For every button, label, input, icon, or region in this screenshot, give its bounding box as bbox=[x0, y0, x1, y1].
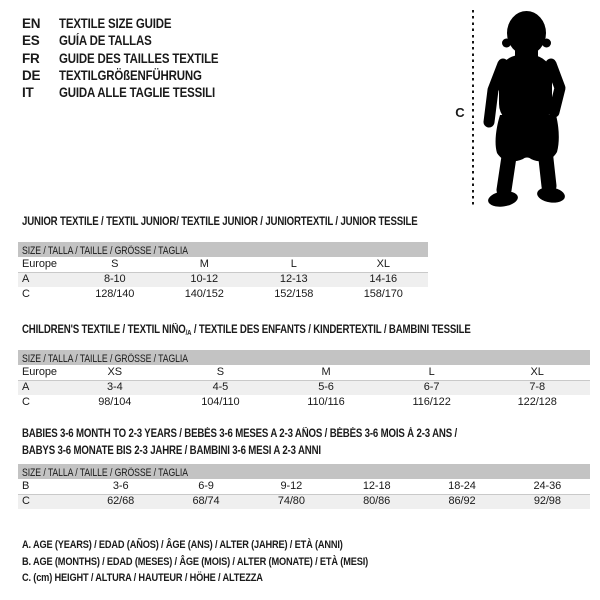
language-row-it bbox=[22, 84, 247, 101]
table-row-age-months bbox=[18, 479, 590, 494]
language-code: FR bbox=[22, 50, 40, 66]
size-cell: L bbox=[290, 258, 297, 270]
footnotes bbox=[22, 537, 434, 587]
footnote-b: B. AGE (MONTHS) / EDAD (MESES) / ÂGE (MOIS) / ALTER (MONATE) / ETÀ (MESI) bbox=[22, 555, 369, 568]
table-row-height bbox=[18, 494, 590, 509]
size-cell: XL bbox=[530, 366, 544, 378]
language-code: IT bbox=[22, 85, 34, 101]
table-row-age bbox=[18, 380, 590, 395]
language-row-fr bbox=[22, 50, 247, 67]
language-list bbox=[22, 15, 247, 101]
size-cell: M bbox=[321, 366, 331, 378]
size-header-label: SIZE / TALLA / TAILLE / GRÖSSE / TAGLIA bbox=[22, 467, 188, 479]
language-code: ES bbox=[22, 33, 40, 49]
height-cell: 104/110 bbox=[201, 396, 240, 408]
size-header-bar bbox=[18, 350, 590, 365]
language-code: EN bbox=[22, 16, 41, 31]
size-cell: M bbox=[199, 258, 209, 270]
height-cell: 74/80 bbox=[277, 495, 305, 507]
size-cell: XL bbox=[376, 258, 390, 270]
size-header-label: SIZE / TALLA / TAILLE / GRÖSSE / TAGLIA bbox=[22, 245, 188, 257]
title-part: / TEXTILE DES ENFANTS / KINDERTEXTIL / BAMBINI TESSILE bbox=[191, 324, 471, 336]
table-row-height bbox=[18, 287, 428, 302]
height-cell: 140/152 bbox=[184, 288, 224, 300]
height-cell: 122/128 bbox=[517, 396, 557, 408]
row-label: C bbox=[22, 288, 30, 300]
size-cell: XS bbox=[107, 366, 123, 378]
height-cell: 128/140 bbox=[95, 288, 135, 300]
height-cell: 110/116 bbox=[307, 396, 345, 408]
height-cell: 152/158 bbox=[274, 288, 314, 300]
footnote-a: A. AGE (YEARS) / EDAD (AÑOS) / ÂGE (ANS) / ALTER (JAHRE) / ETÀ (ANNI) bbox=[22, 539, 343, 551]
age-cell: 7-8 bbox=[529, 381, 545, 393]
height-cell: 86/92 bbox=[448, 495, 476, 507]
language-code: DE bbox=[22, 67, 41, 83]
age-cell: 14-16 bbox=[369, 273, 398, 285]
age-cell: 8-10 bbox=[103, 273, 126, 285]
age-cell: 12-18 bbox=[362, 480, 391, 492]
height-cell: 158/170 bbox=[363, 288, 403, 300]
language-title: GUÍA DE TALLAS bbox=[59, 33, 152, 49]
age-cell: 3-6 bbox=[112, 480, 129, 492]
language-title: GUIDE DES TAILLES TEXTILE bbox=[59, 50, 219, 66]
baby-silhouette-icon bbox=[478, 8, 574, 208]
size-header-bar bbox=[18, 464, 590, 479]
table-row-europe bbox=[18, 365, 590, 380]
language-row-en bbox=[22, 15, 247, 32]
row-label: A bbox=[22, 273, 30, 285]
table-row-age bbox=[18, 272, 428, 287]
footnote-c: C. (cm) HEIGHT / ALTURA / HAUTEUR / HÖHE / ALTEZZA bbox=[22, 572, 263, 584]
size-cell: S bbox=[111, 258, 119, 270]
row-label: Europe bbox=[22, 258, 57, 270]
language-row-de bbox=[22, 67, 247, 84]
height-cell: 98/104 bbox=[98, 396, 132, 408]
age-cell: 6-7 bbox=[423, 381, 440, 393]
row-label: Europe bbox=[22, 366, 57, 378]
height-cell: 68/74 bbox=[192, 495, 220, 507]
age-cell: 3-4 bbox=[106, 381, 123, 393]
language-row-es bbox=[22, 32, 247, 49]
age-cell: 5-6 bbox=[318, 381, 334, 393]
height-cell: 92/98 bbox=[533, 495, 561, 507]
table-row-europe bbox=[18, 257, 428, 272]
size-header-bar bbox=[18, 242, 428, 257]
children-size-table bbox=[18, 350, 590, 410]
height-c-label: C bbox=[455, 105, 465, 120]
language-title: GUIDA ALLE TAGLIE TESSILI bbox=[59, 85, 215, 101]
language-title: TEXTILGRÖßENFÜHRUNG bbox=[59, 67, 202, 83]
title-subscript: /A bbox=[185, 328, 192, 337]
babies-title-line2: BABYS 3-6 MONATE BIS 2-3 JAHRE / BAMBINI 3-6 MESI A 2-3 ANNI bbox=[22, 445, 321, 457]
size-header-label: SIZE / TALLA / TAILLE / GRÖSSE / TAGLIA bbox=[22, 353, 188, 365]
language-title: TEXTILE SIZE GUIDE bbox=[59, 16, 172, 31]
age-cell: 10-12 bbox=[190, 273, 219, 285]
table-row-height bbox=[18, 395, 590, 410]
age-cell: 6-9 bbox=[198, 480, 214, 492]
section-title-junior: JUNIOR TEXTILE / TEXTIL JUNIOR/ TEXTILE JUNIOR / JUNIORTEXTIL / JUNIOR TESSILE bbox=[22, 216, 418, 228]
age-cell: 24-36 bbox=[533, 480, 562, 492]
age-cell: 12-13 bbox=[279, 273, 308, 285]
size-cell: S bbox=[216, 366, 225, 378]
section-title-children bbox=[22, 324, 471, 337]
title-part: CHILDREN'S TEXTILE / TEXTIL NIÑO bbox=[22, 324, 186, 336]
height-cell: 80/86 bbox=[363, 495, 391, 507]
babies-size-table bbox=[18, 464, 590, 509]
row-label: C bbox=[22, 396, 30, 408]
row-label: C bbox=[22, 495, 30, 507]
row-label: B bbox=[22, 480, 30, 492]
junior-size-table bbox=[18, 242, 428, 302]
age-cell: 4-5 bbox=[212, 381, 229, 393]
row-label: A bbox=[22, 381, 30, 393]
height-dotted-line bbox=[472, 10, 474, 208]
age-cell: 18-24 bbox=[448, 480, 476, 492]
height-cell: 62/68 bbox=[107, 495, 135, 507]
section-title-babies bbox=[22, 426, 457, 460]
age-cell: 9-12 bbox=[280, 480, 303, 492]
babies-title-line1: BABIES 3-6 MONTH TO 2-3 YEARS / BEBÉS 3-6 MESES A 2-3 AÑOS / BÉBÉS 3-6 MOIS À 2-3 ANS / bbox=[22, 428, 458, 440]
height-cell: 116/122 bbox=[412, 396, 451, 408]
size-cell: L bbox=[428, 366, 435, 378]
